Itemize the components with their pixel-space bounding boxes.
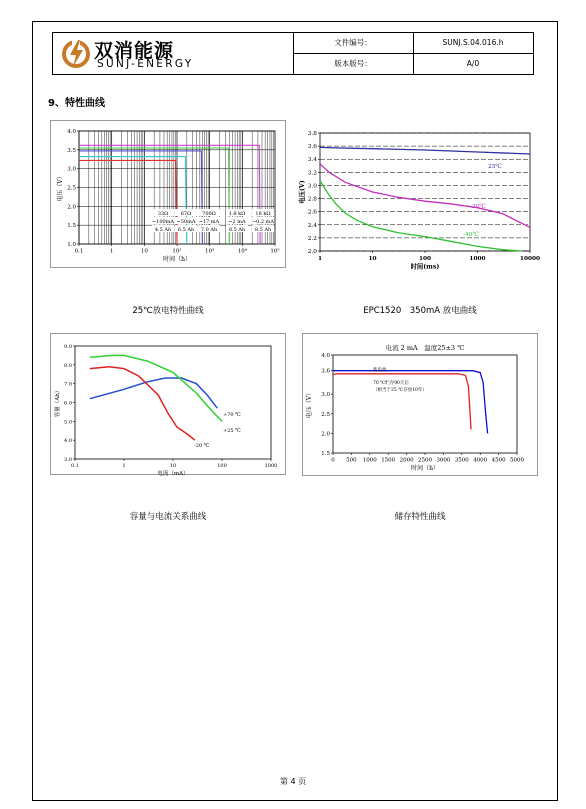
annotation-text: 8.5 Ah	[228, 227, 246, 233]
x-tick-label: 10000	[519, 255, 541, 262]
annotation-text: 18 kΩ	[255, 211, 271, 217]
page-number: 第 4 页	[279, 777, 307, 786]
x-tick-label: 3000	[436, 457, 451, 464]
chart-box-4	[302, 333, 538, 476]
x-tick-label: 10³	[205, 248, 215, 255]
chart-title: 电流 2 mA 温度25±3 ℃	[385, 344, 465, 352]
y-tick-label: 2.5	[67, 185, 76, 192]
annotation-text: 新电池	[373, 368, 387, 373]
x-tick-label: 0.1	[71, 463, 79, 469]
annotation-text: 8.5 Ah	[254, 227, 272, 233]
x-tick-label: 10⁴	[237, 248, 247, 255]
y-tick-label: 3.6	[321, 368, 330, 375]
company-name-en: SUNJ-ENERGY	[97, 58, 194, 70]
series-label: -20℃	[470, 204, 486, 210]
chart-box-2	[300, 120, 540, 275]
chart-epc1520-discharge	[300, 120, 540, 275]
x-tick-label: 1000	[362, 457, 377, 464]
x-axis-label: 时间(ms)	[410, 263, 440, 271]
y-tick-label: 2.0	[67, 204, 76, 211]
annotation-text: 7.0 Ah	[200, 227, 218, 233]
y-tick-label: 2.0	[321, 431, 330, 438]
caption-chart-2: EPC1520 350mA 放电曲线	[363, 306, 477, 316]
x-tick-label: 1	[109, 248, 114, 255]
y-tick-label: 3.0	[64, 457, 72, 463]
x-tick-label: 10	[140, 248, 148, 255]
chart-box-3	[50, 333, 286, 475]
y-tick-label: 4.0	[321, 353, 330, 359]
x-tick-label: 10⁵	[270, 248, 280, 255]
x-axis-label: 时间（h）	[163, 256, 191, 263]
caption-chart-3: 容量与电流关系曲线	[129, 512, 207, 522]
caption-chart-1: 25℃放电特性曲线	[132, 306, 204, 316]
y-tick-label: 1.0	[67, 242, 76, 248]
x-tick-label: 100	[418, 255, 432, 262]
y-tick-label: 3.0	[67, 166, 76, 173]
y-tick-label: 2.4	[307, 222, 317, 229]
annotation-text: ~2 mA	[228, 219, 246, 225]
x-tick-label: 2000	[399, 457, 414, 464]
y-tick-label: 4.0	[64, 438, 72, 445]
chart-capacity-current	[51, 334, 285, 477]
x-tick-label: 4000	[473, 457, 488, 464]
y-tick-label: 3.0	[321, 392, 330, 399]
x-tick-label: 5000	[510, 457, 524, 464]
y-tick-label: 3.2	[307, 170, 317, 177]
series-label: -20 ℃	[194, 443, 210, 449]
y-tick-label: 3.5	[67, 147, 76, 154]
company-name-cn: 双消能源	[94, 40, 175, 62]
y-axis-label: 电压(V)	[299, 180, 306, 204]
y-tick-label: 2.0	[307, 249, 317, 255]
x-tick-label: 1000	[469, 255, 486, 262]
y-tick-label: 5.0	[64, 419, 72, 426]
chart-discharge-25c	[51, 121, 285, 267]
x-axis-label: 电流（mA）	[157, 471, 189, 477]
version-label: 版本版号：	[334, 59, 372, 68]
annotation-text: 67Ω	[180, 211, 192, 217]
y-tick-label: 6.0	[64, 400, 72, 407]
section-title: 9、特性曲线	[48, 98, 105, 109]
doc-no-value: SUNJ.S.04.016.h	[442, 38, 504, 47]
x-tick-label: 10	[169, 463, 177, 469]
annotation-text: 1.8 kΩ	[228, 211, 246, 217]
y-tick-label: 7.0	[64, 381, 72, 388]
annotation-text: ~17 mA	[198, 219, 220, 225]
x-tick-label: 1500	[381, 457, 396, 464]
y-axis-label: 电压（V）	[57, 173, 64, 202]
y-tick-label: 4.0	[67, 129, 76, 135]
series-label: +70 ℃	[223, 412, 241, 418]
y-tick-label: 2.2	[307, 235, 317, 242]
y-axis-label: 电压（V）	[306, 389, 313, 419]
y-tick-label: 3.8	[307, 131, 317, 137]
company-logo-icon	[60, 35, 92, 71]
y-tick-label: 3.0	[307, 183, 317, 190]
version-value: A/0	[466, 59, 480, 68]
annotation-text: 33Ω	[157, 211, 169, 217]
annotation-text: 700Ω	[202, 211, 216, 217]
x-tick-label: 500	[346, 457, 357, 464]
chart-box-1	[50, 120, 286, 268]
x-axis-label: 时间（h）	[411, 465, 439, 472]
plot-area	[333, 355, 517, 453]
y-axis-label: 容量（Ah）	[55, 387, 61, 418]
x-tick-label: 0	[331, 457, 335, 464]
y-tick-label: 3.4	[307, 157, 317, 164]
caption-chart-4: 储存特性曲线	[394, 512, 446, 522]
annotation-text: ~100mA	[151, 219, 175, 225]
x-tick-label: 10	[368, 255, 377, 262]
x-tick-label: 2500	[418, 457, 432, 464]
x-tick-label: 10²	[172, 248, 182, 255]
x-tick-label: 3500	[454, 457, 469, 464]
series-label: +25 ℃	[223, 428, 241, 434]
y-tick-label: 2.5	[321, 411, 330, 418]
chart-storage	[303, 334, 537, 475]
y-tick-label: 2.6	[307, 209, 317, 216]
plot-area	[75, 346, 271, 459]
y-tick-label: 2.8	[307, 196, 317, 203]
annotation-text: 70 ℃贮存90天后	[373, 381, 409, 386]
annotation-text: 4.5 Ah	[154, 227, 172, 233]
doc-no-label: 文件编号：	[334, 38, 372, 47]
series-label: 25℃	[488, 164, 502, 170]
annotation-text: ~0.2 mA	[251, 219, 275, 225]
x-tick-label: 4500	[491, 457, 506, 464]
annotation-text: （相当于25 ℃存放10年）	[373, 388, 427, 393]
x-tick-label: 1000	[264, 463, 278, 469]
y-tick-label: 1.5	[321, 451, 330, 457]
y-tick-label: 3.6	[307, 144, 317, 151]
plot-area	[320, 133, 530, 251]
x-tick-label: 1	[122, 463, 126, 469]
series-label: -40℃	[463, 232, 479, 238]
y-tick-label: 8.0	[64, 362, 72, 369]
annotation-text: ~50mA	[176, 219, 196, 225]
y-tick-label: 1.5	[67, 223, 76, 230]
annotation-text: 6.5 Ah	[177, 227, 195, 233]
x-tick-label: 100	[217, 463, 227, 469]
y-tick-label: 9.0	[64, 344, 72, 350]
x-tick-label: 1	[317, 255, 323, 262]
x-tick-label: 0.1	[74, 248, 84, 255]
